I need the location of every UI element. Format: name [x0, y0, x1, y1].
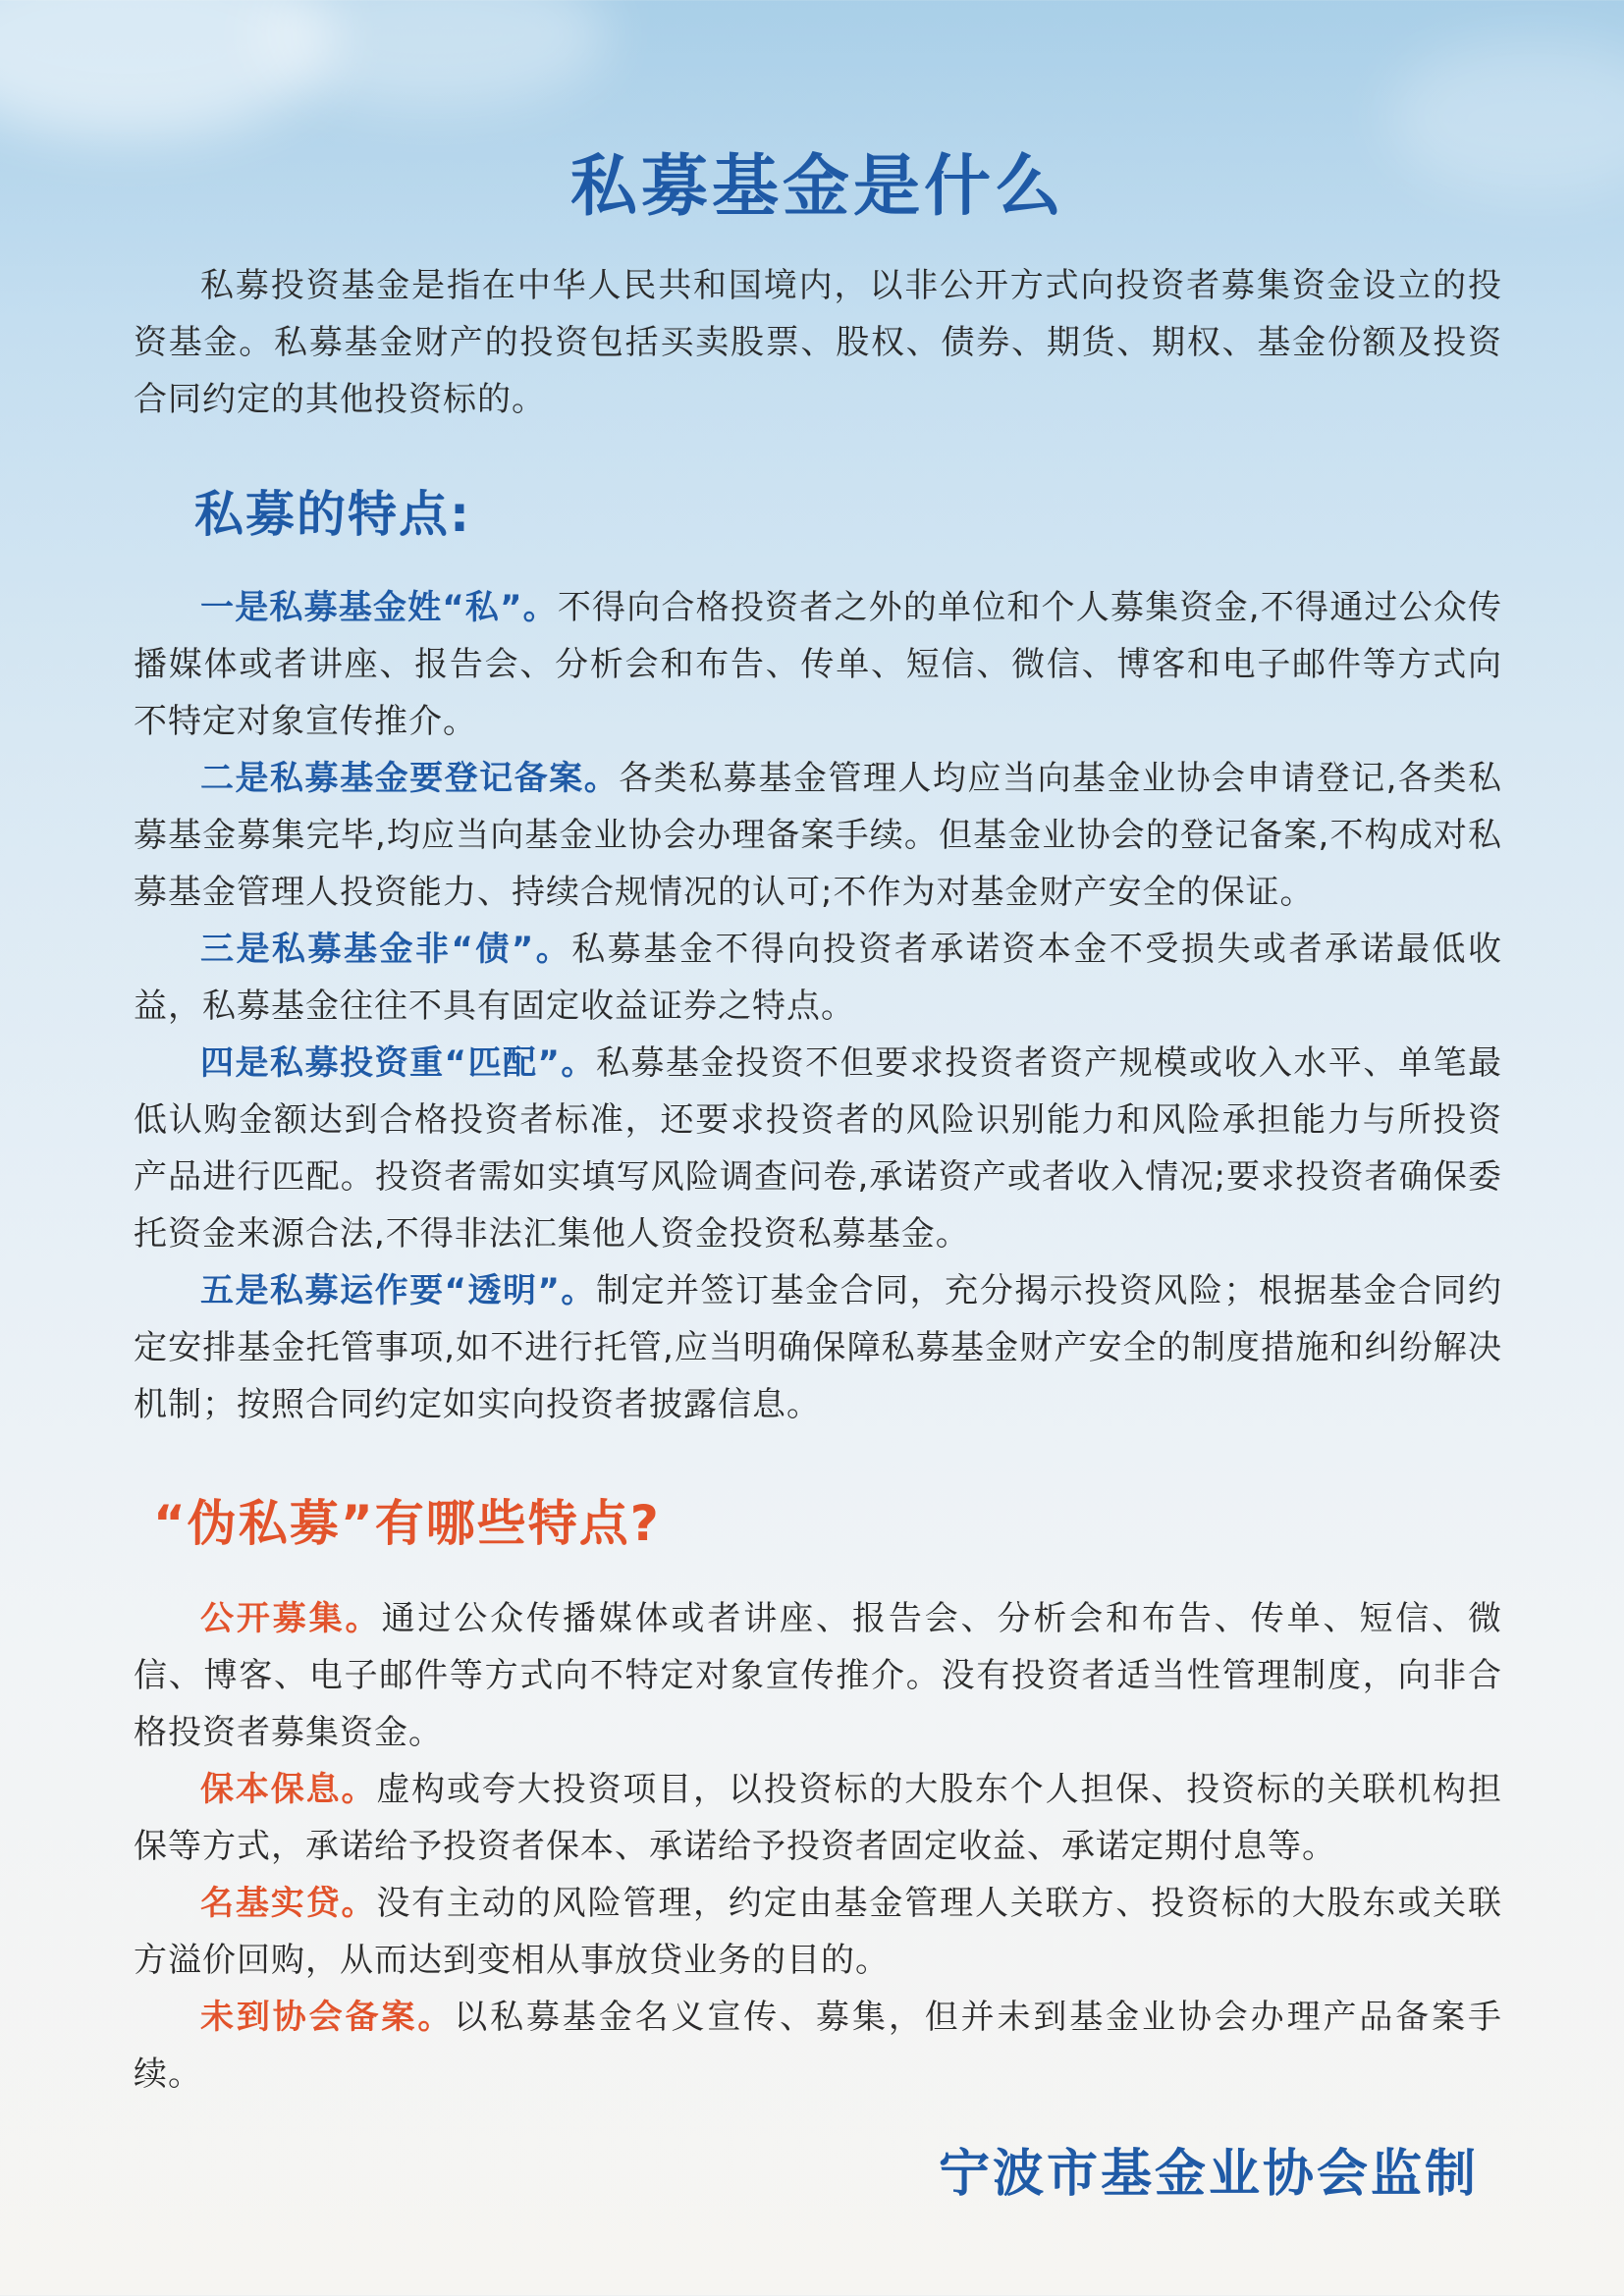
- fake-text: 没有主动的风险管理，约定由基金管理人关联方、投资标的大股东或关联方溢价回购，从而达到变相从事放贷业务的目的。: [134, 1883, 1503, 1980]
- fake-lead: 公开募集。: [200, 1598, 382, 1638]
- fake-item: [134, 1989, 1502, 2103]
- document-body: [134, 147, 1502, 2103]
- feature-text: 私募基金不得向投资者承诺资本金不受损失或者承诺最低收益，私募基金往往不具有固定收益证券之特点。: [134, 929, 1503, 1026]
- feature-text: 私募基金投资不但要求投资者资产规模或收入水平、单笔最低认购金额达到合格投资者标准，还要求投资者的风险识别能力和风险承担能力与所投资产品进行匹配。投资者需如实填写风险调查问卷,承诺资产或者收入情况;要求投资者确保委托资金来源合法,不得非法汇集他人资金投资私募基金。: [134, 1042, 1502, 1254]
- feature-text: 不得向合格投资者之外的单位和个人募集资金,不得通过公众传播媒体或者讲座、报告会、分析会和布告、传单、短信、微信、博客和电子邮件等方式向不特定对象宣传推介。: [134, 587, 1502, 741]
- fake-text: 虚构或夸大投资项目，以投资标的大股东个人担保、投资标的关联机构担保等方式，承诺给予投资者保本、承诺给予投资者固定收益、承诺定期付息等。: [134, 1769, 1503, 1866]
- fake-item: [134, 1761, 1502, 1875]
- feature-lead: 一是私募基金姓“私”。: [200, 587, 558, 627]
- page-title: 私募基金是什么: [569, 148, 1065, 226]
- feature-item: [134, 1035, 1502, 1262]
- feature-lead: 三是私募基金非“债”。: [200, 929, 572, 969]
- issuer-signature: 宁波市基金业协会监制: [938, 2145, 1479, 2204]
- intro-paragraph: 私募投资基金是指在中华人民共和国境内，以非公开方式向投资者募集资金设立的投资基金。私募基金财产的投资包括买卖股票、股权、债券、期货、期权、基金份额及投资合同约定的其他投资标的。: [134, 265, 1502, 419]
- feature-item: [134, 750, 1502, 921]
- sky-cloud: [255, 0, 609, 108]
- fake-lead: 未到协会备案。: [200, 1997, 455, 2037]
- fake-private-fund-heading: “伪私募”有哪些特点?: [153, 1494, 661, 1552]
- feature-text: 各类私募基金管理人均应当向基金业协会申请登记,各类私募基金募集完毕,均应当向基金业协会办理备案手续。但基金业协会的登记备案,不构成对私募基金管理人投资能力、持续合规情况的认可;不作为对基金财产安全的保证。: [134, 758, 1503, 912]
- feature-lead: 二是私募基金要登记备案。: [200, 758, 620, 798]
- feature-item: [134, 579, 1502, 750]
- features-heading: 私募的特点:: [194, 485, 471, 543]
- feature-lead: 五是私募运作要“透明”。: [200, 1270, 596, 1310]
- fake-item: [134, 1590, 1502, 1761]
- fake-text: 以私募基金名义宣传、募集，但并未到基金业协会办理产品备案手续。: [134, 1997, 1503, 2094]
- fake-lead: 保本保息。: [200, 1769, 377, 1809]
- feature-text: 制定并签订基金合同，充分揭示投资风险；根据基金合同约定安排基金托管事项,如不进行托管,应当明确保障私募基金财产安全的制度措施和纠纷解决机制；按照合同约定如实向投资者披露信息。: [134, 1270, 1502, 1424]
- feature-lead: 四是私募投资重“匹配”。: [200, 1042, 596, 1083]
- fake-item: [134, 1875, 1502, 1989]
- fake-text: 通过公众传播媒体或者讲座、报告会、分析会和布告、传单、短信、微信、博客、电子邮件等方式向不特定对象宣传推介。没有投资者适当性管理制度，向非合格投资者募集资金。: [134, 1598, 1503, 1752]
- feature-item: [134, 1262, 1502, 1433]
- fake-lead: 名基实贷。: [200, 1883, 377, 1923]
- feature-item: [134, 921, 1502, 1035]
